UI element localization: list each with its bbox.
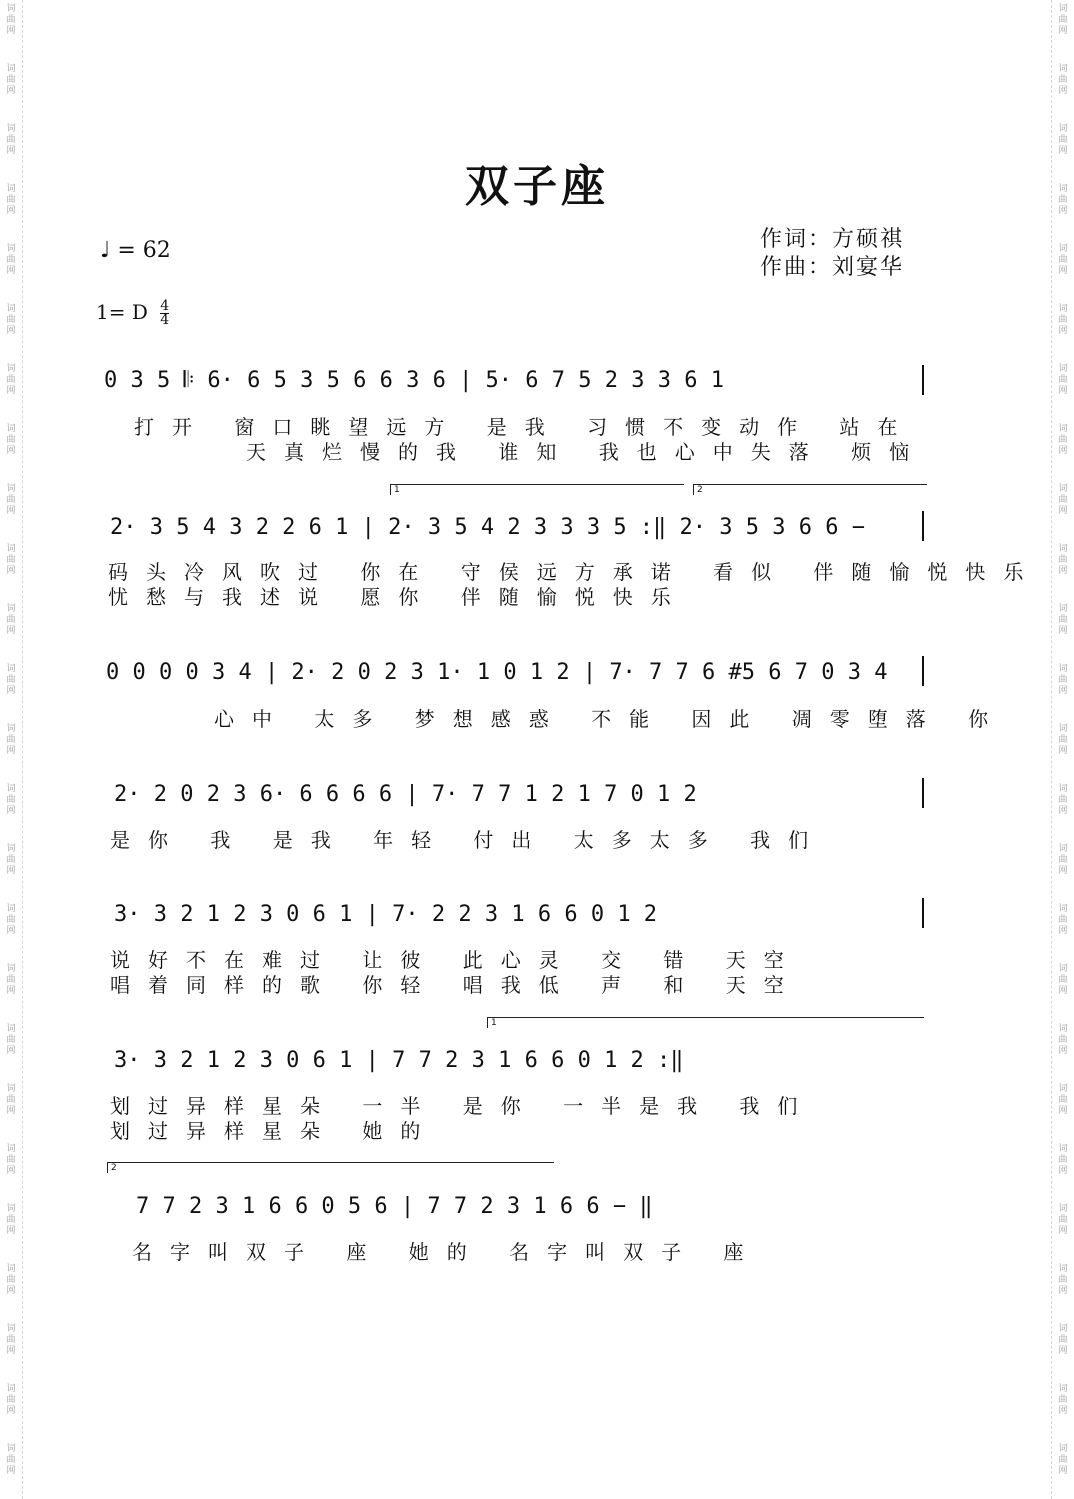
- credits: [760, 226, 904, 282]
- watermark-text: 词 曲 网: [1058, 1084, 1068, 1116]
- watermark-text: 词 曲 网: [6, 1324, 16, 1356]
- watermark-text: 词 曲 网: [6, 484, 16, 516]
- watermark-text: 词 曲 网: [6, 1204, 16, 1236]
- notation-line-7: 7 7 2 3 1 6 6 0 5 6 | 7 7 2 3 1 6 6 − ‖: [136, 1194, 653, 1219]
- lyrics-line-5-verse-1: 说好不在难过 让彼 此心灵 交 错 天空: [110, 948, 802, 972]
- watermark-text: 词 曲 网: [6, 1264, 16, 1296]
- key-label: 1= D: [96, 300, 148, 324]
- watermark-text: 词 曲 网: [1058, 184, 1068, 216]
- watermark-text: 词 曲 网: [1058, 484, 1068, 516]
- volta-1: 1: [487, 1017, 924, 1028]
- watermark-text: 词 曲 网: [6, 64, 16, 96]
- watermark-text: 词 曲 网: [1058, 544, 1068, 576]
- watermark-text: 词 曲 网: [6, 304, 16, 336]
- watermark-text: 词 曲 网: [1058, 1324, 1068, 1356]
- lyrics-line-6-verse-2: 划过异样星朵 她的: [110, 1119, 439, 1143]
- watermark-text: 词 曲 网: [1058, 1144, 1068, 1176]
- right-watermark-strip: [1051, 0, 1074, 1499]
- time-signature-top: 4: [160, 298, 170, 314]
- lyrics-line-2-verse-1: 码头冷风吹过 你在 守侯远方承诺 看似 伴随愉悦快乐: [108, 560, 1042, 584]
- barline: [922, 898, 924, 928]
- watermark-text: 词 曲 网: [1058, 1204, 1068, 1236]
- notation-line-5: 3· 3 2 1 2 3 0 6 1 | 7· 2 2 3 1 6 6 0 1 2: [114, 902, 658, 927]
- watermark-text: 词 曲 网: [1058, 424, 1068, 456]
- notation-line-3: 0 0 0 0 3 4 | 2· 2 0 2 3 1· 1 0 1 2 | 7· 7 7 6 #5 6 7 0 3 4: [106, 660, 888, 685]
- lyrics-line-6-verse-1: 划过异样星朵 一半 是你 一半是我 我们: [110, 1094, 816, 1118]
- watermark-text: 词 曲 网: [6, 904, 16, 936]
- watermark-text: 词 曲 网: [6, 724, 16, 756]
- watermark-text: 词 曲 网: [6, 844, 16, 876]
- notation-line-6: 3· 3 2 1 2 3 0 6 1 | 7 7 2 3 1 6 6 0 1 2 :‖: [114, 1048, 684, 1073]
- time-signature-bottom: 4: [160, 312, 170, 328]
- watermark-text: 词 曲 网: [1058, 1444, 1068, 1476]
- watermark-text: 词 曲 网: [6, 964, 16, 996]
- watermark-text: 词 曲 网: [1058, 964, 1068, 996]
- lyricist: 作词：方硕祺: [760, 227, 905, 252]
- watermark-text: 词 曲 网: [6, 1444, 16, 1476]
- tempo-marking: ♩ = 62: [100, 238, 171, 263]
- watermark-text: 词 曲 网: [1058, 124, 1068, 156]
- barline: [922, 778, 924, 808]
- watermark-text: 词 曲 网: [6, 1084, 16, 1116]
- composer: 作曲：刘宴华: [760, 255, 905, 280]
- lyrics-line-5-verse-2: 唱着同样的歌 你轻 唱我低 声 和 天空: [110, 973, 802, 997]
- watermark-text: 词 曲 网: [1058, 904, 1068, 936]
- barline: [922, 656, 924, 686]
- barline: [922, 511, 924, 541]
- watermark-text: 词 曲 网: [6, 124, 16, 156]
- left-watermark-strip: [0, 0, 23, 1499]
- watermark-text: 词 曲 网: [6, 544, 16, 576]
- watermark-text: 词 曲 网: [1058, 1264, 1068, 1296]
- time-signature: [160, 300, 169, 327]
- watermark-text: 词 曲 网: [1058, 604, 1068, 636]
- watermark-text: 词 曲 网: [1058, 784, 1068, 816]
- barline: [922, 365, 924, 395]
- notation-line-2: 2· 3 5 4 3 2 2 6 1 | 2· 3 5 4 2 3 3 3 5 :‖ 2· 3 5 3 6 6 −: [110, 515, 865, 540]
- key-signature: [96, 300, 169, 327]
- lyrics-line-4: 是你 我 是我 年轻 付出 太多太多 我们: [110, 828, 827, 852]
- volta-2: 2: [693, 484, 927, 495]
- watermark-text: 词 曲 网: [6, 4, 16, 36]
- watermark-text: 词 曲 网: [1058, 364, 1068, 396]
- lyrics-line-2-verse-2: 忧愁与我述说 愿你 伴随愉悦快乐: [108, 585, 689, 609]
- watermark-text: 词 曲 网: [6, 604, 16, 636]
- watermark-text: 词 曲 网: [6, 1144, 16, 1176]
- watermark-text: 词 曲 网: [6, 664, 16, 696]
- watermark-text: 词 曲 网: [1058, 244, 1068, 276]
- watermark-text: 词 曲 网: [1058, 1024, 1068, 1056]
- lyrics-line-1-verse-1: 打开 窗口眺望远方 是我 习惯不变动作 站在: [134, 415, 916, 439]
- watermark-text: 词 曲 网: [6, 424, 16, 456]
- notation-line-4: 2· 2 0 2 3 6· 6 6 6 6 | 7· 7 7 1 2 1 7 0 1 2: [114, 782, 697, 807]
- watermark-text: 词 曲 网: [1058, 64, 1068, 96]
- volta-1: 1: [390, 484, 684, 495]
- watermark-text: 词 曲 网: [6, 244, 16, 276]
- watermark-text: 词 曲 网: [1058, 4, 1068, 36]
- lyrics-line-3: 心中 太多 梦想感惑 不能 因此 凋零堕落 你: [214, 707, 1007, 731]
- watermark-text: 词 曲 网: [1058, 724, 1068, 756]
- watermark-text: 词 曲 网: [1058, 844, 1068, 876]
- lyrics-line-7: 名字叫双子 座 她的 名字叫双子 座: [132, 1240, 762, 1264]
- watermark-text: 词 曲 网: [6, 1384, 16, 1416]
- watermark-text: 词 曲 网: [1058, 664, 1068, 696]
- watermark-text: 词 曲 网: [6, 184, 16, 216]
- lyrics-line-1-verse-2: 天真烂慢的我 谁知 我也心中失落 烦恼: [246, 440, 928, 464]
- watermark-text: 词 曲 网: [6, 364, 16, 396]
- watermark-text: 词 曲 网: [1058, 1384, 1068, 1416]
- notation-line-1: 0 3 5 𝄆 6· 6 5 3 5 6 6 3 6 | 5· 6 7 5 2 3 3 6 1: [104, 368, 724, 393]
- volta-2: 2: [107, 1162, 554, 1173]
- song-title: 双子座: [465, 161, 609, 212]
- watermark-text: 词 曲 网: [1058, 304, 1068, 336]
- watermark-text: 词 曲 网: [6, 784, 16, 816]
- watermark-text: 词 曲 网: [6, 1024, 16, 1056]
